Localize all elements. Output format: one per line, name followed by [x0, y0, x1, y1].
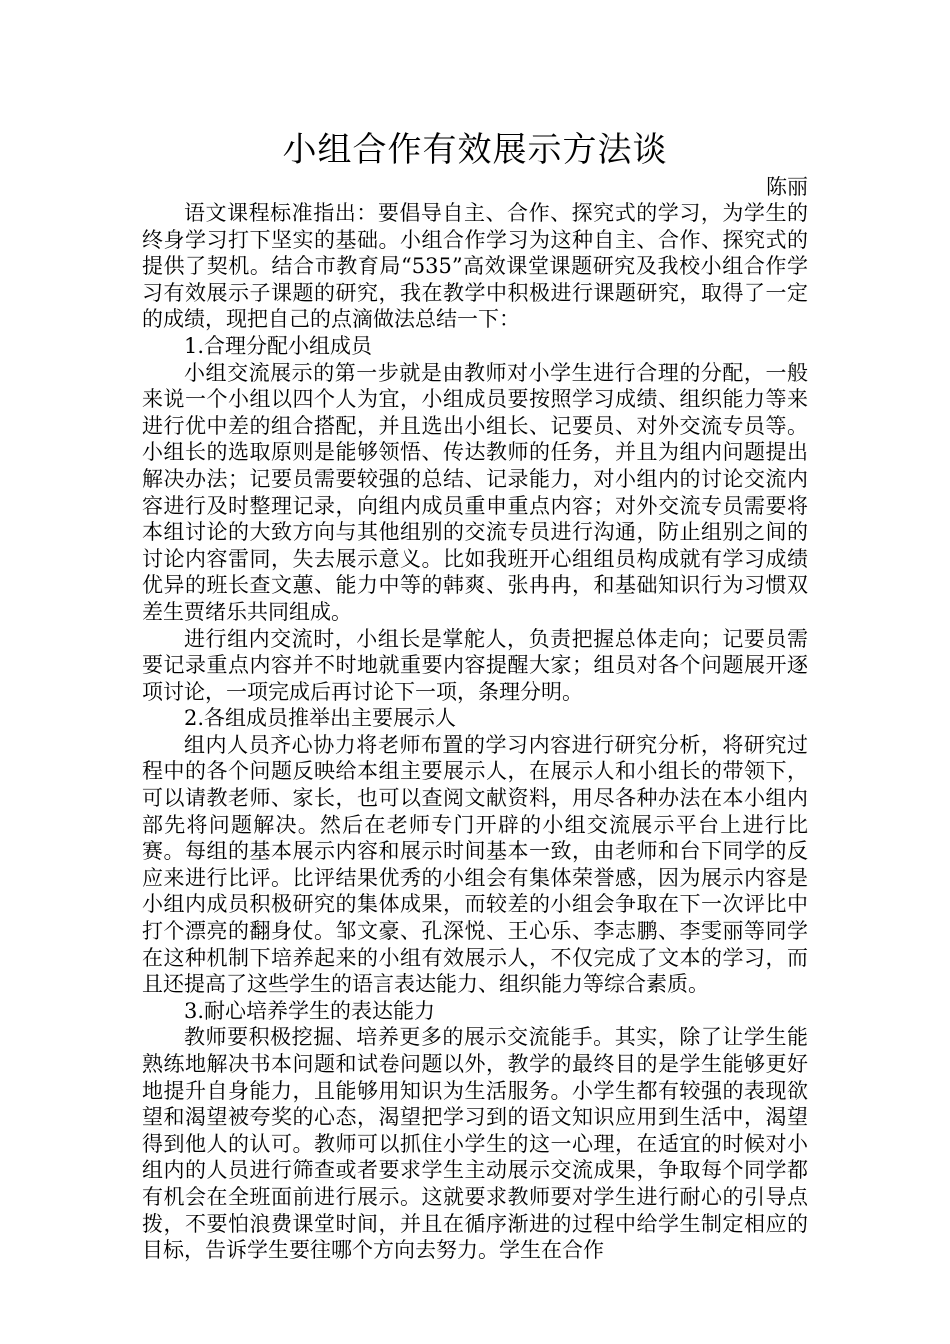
paragraph-section-3: 教师要积极挖掘、培养更多的展示交流能手。其实，除了让学生能熟练地解决书本问题和试卷问题以外，教学的最终目的是学生能够更好地提升自身能力，且能够用知识为生活服务。小学生都有较强的表现欲望和渴望被夸奖的心态，渴望把学习到的语文知识应用到生活中，渴望得到他人的认可。教师可以抓住小学生的这一心理，在适宜的时候对小组内的人员进行筛查或者要求学生主动展示交流成果，争取每个同学都有机会在全班面前进行展示。这就要求教师要对学生进行耐心的引导点拨，不要怕浪费课堂时间，并且在循序渐进的过程中给学生制定相应的目标，告诉学生要往哪个方向去努力。学生在合作	[142, 1025, 808, 1263]
section-heading-1: 1.合理分配小组成员	[184, 333, 373, 358]
paragraph-section-1a: 小组交流展示的第一步就是由教师对小学生进行合理的分配，一般来说一个小组以四个人为宜，小组成员要按照学习成绩、组织能力等来进行优中差的组合搭配，并且选出小组长、记要员、对外交流专员等。小组长的选取原则是能够领悟、传达教师的任务，并且为组内问题提出解决办法；记要员需要较强的总结、记录能力，对小组内的讨论交流内容进行及时整理记录，向组内成员重申重点内容；对外交流专员需要将本组讨论的大致方向与其他组别的交流专员进行沟通，防止组别之间的讨论内容雷同，失去展示意义。比如我班开心组组员构成就有学习成绩优异的班长查文蕙、能力中等的韩爽、张冉冉，和基础知识行为习惯双差生贾绪乐共同组成。	[142, 360, 808, 624]
paragraph-section-1b: 进行组内交流时，小组长是掌舵人，负责把握总体走向；记要员需要记录重点内容并不时地就重要内容提醒大家；组员对各个问题展开逐项讨论，一项完成后再讨论下一项，条理分明。	[142, 626, 808, 704]
paragraph-intro: 语文课程标准指出：要倡导自主、合作、探究式的学习，为学生的终身学习打下坚实的基础。小组合作学习为这种自主、合作、探究式的提供了契机。结合市教育局“535”高效课堂课题研究及我校小组合作学习有效展示子课题的研究，我在教学中积极进行课题研究，取得了一定的成绩，现把自己的点滴做法总结一下：	[142, 201, 808, 332]
section-heading-2: 2.各组成员推举出主要展示人	[184, 706, 457, 731]
document-title: 小组合作有效展示方法谈	[282, 130, 668, 170]
document-body	[142, 200, 808, 1264]
section-heading-3: 3.耐心培养学生的表达能力	[184, 998, 436, 1023]
author-name: 陈丽	[766, 175, 808, 199]
paragraph-section-2: 组内人员齐心协力将老师布置的学习内容进行研究分析，将研究过程中的各个问题反映给本组主要展示人，在展示人和小组长的带领下，可以请教老师、家长，也可以查阅文献资料，用尽各种办法在本小组内部先将问题解决。然后在老师专门开辟的小组交流展示平台上进行比赛。每组的基本展示内容和展示时间基本一致，由老师和台下同学的反应来进行比评。比评结果优秀的小组会有集体荣誉感，因为展示内容是小组内成员积极研究的集体成果，而较差的小组会争取在下一次评比中打个漂亮的翻身仗。邹文豪、孔深悦、王心乐、李志鹏、李雯丽等同学在这种机制下培养起来的小组有效展示人，不仅完成了文本的学习，而且还提高了这些学生的语言表达能力、组织能力等综合素质。	[142, 732, 808, 997]
